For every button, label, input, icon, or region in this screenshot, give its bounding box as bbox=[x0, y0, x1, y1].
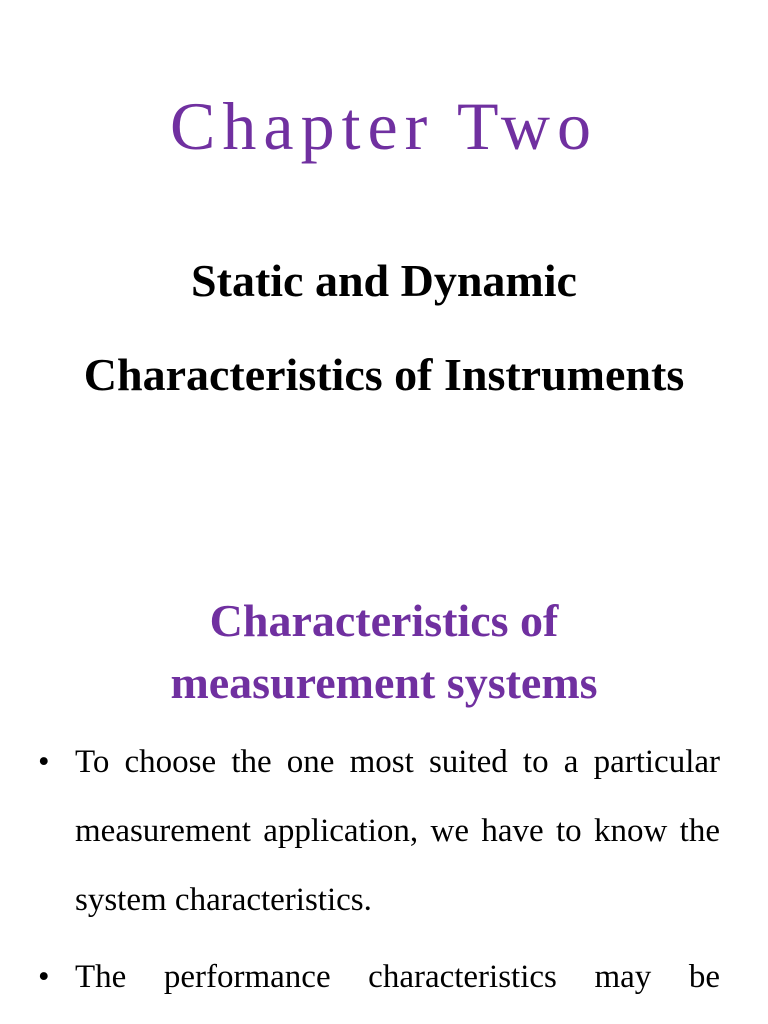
section-heading-line-2: measurement systems bbox=[170, 657, 598, 708]
subtitle-line-2: Characteristics of Instruments bbox=[83, 349, 685, 400]
chapter-title: Chapter Two bbox=[170, 88, 598, 164]
section-heading bbox=[0, 590, 768, 714]
bullet-item bbox=[0, 943, 768, 1012]
bullet-text: To choose the one most suited to a particular measurement application, we have to know the system characteristics. bbox=[75, 744, 720, 918]
bullet-list bbox=[0, 728, 768, 1020]
bullet-text: The performance characteristics may be bbox=[75, 959, 720, 995]
bullet-dot-icon: • bbox=[38, 744, 50, 780]
section-heading-line-1: Characteristics of bbox=[209, 595, 559, 646]
subtitle-line-1: Static and Dynamic bbox=[191, 255, 577, 306]
bullet-dot-icon: • bbox=[38, 959, 50, 995]
bullet-item bbox=[0, 728, 768, 935]
